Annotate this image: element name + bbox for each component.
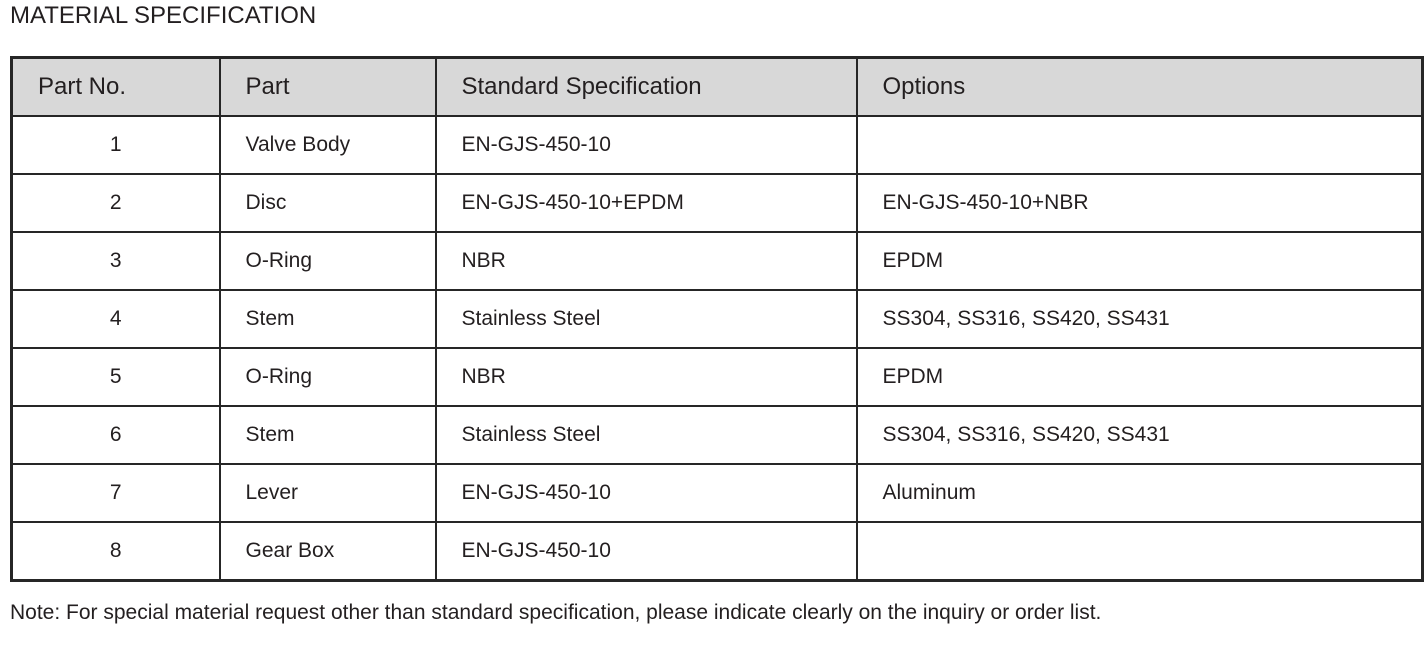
- cell-part-no: 8: [12, 522, 220, 581]
- cell-standard: EN-GJS-450-10: [436, 116, 857, 174]
- cell-part: Valve Body: [220, 116, 436, 174]
- header-row: [12, 58, 1423, 117]
- cell-part: Stem: [220, 290, 436, 348]
- cell-standard: Stainless Steel: [436, 290, 857, 348]
- table-row: [12, 406, 1423, 464]
- column-header-options: Options: [857, 58, 1423, 117]
- cell-part: Lever: [220, 464, 436, 522]
- cell-part: Stem: [220, 406, 436, 464]
- table-header: [12, 58, 1423, 117]
- page-title: MATERIAL SPECIFICATION: [10, 2, 317, 29]
- cell-part-no: 5: [12, 348, 220, 406]
- cell-part-no: 7: [12, 464, 220, 522]
- table-row: [12, 116, 1423, 174]
- cell-standard: Stainless Steel: [436, 406, 857, 464]
- cell-options: EPDM: [857, 348, 1423, 406]
- cell-options: [857, 522, 1423, 581]
- cell-standard: NBR: [436, 232, 857, 290]
- table-row: [12, 232, 1423, 290]
- table-row: [12, 174, 1423, 232]
- cell-part-no: 3: [12, 232, 220, 290]
- cell-options: EPDM: [857, 232, 1423, 290]
- cell-options: EN-GJS-450-10+NBR: [857, 174, 1423, 232]
- table-row: [12, 522, 1423, 581]
- cell-options: [857, 116, 1423, 174]
- cell-options: SS304, SS316, SS420, SS431: [857, 290, 1423, 348]
- table-body: [12, 116, 1423, 581]
- cell-options: SS304, SS316, SS420, SS431: [857, 406, 1423, 464]
- cell-part-no: 4: [12, 290, 220, 348]
- cell-standard: NBR: [436, 348, 857, 406]
- cell-standard: EN-GJS-450-10: [436, 522, 857, 581]
- column-header-part-no: Part No.: [12, 58, 220, 117]
- cell-part: Gear Box: [220, 522, 436, 581]
- cell-part: O-Ring: [220, 348, 436, 406]
- cell-standard: EN-GJS-450-10+EPDM: [436, 174, 857, 232]
- cell-part: O-Ring: [220, 232, 436, 290]
- column-header-part: Part: [220, 58, 436, 117]
- column-header-standard-specification: Standard Specification: [436, 58, 857, 117]
- cell-standard: EN-GJS-450-10: [436, 464, 857, 522]
- material-specification-table: [10, 56, 1424, 582]
- table-row: [12, 348, 1423, 406]
- cell-part-no: 1: [12, 116, 220, 174]
- table-row: [12, 464, 1423, 522]
- cell-part: Disc: [220, 174, 436, 232]
- note-text: Note: For special material request other than standard specification, please indicate clearly on the inquiry or order list.: [10, 601, 1102, 624]
- table-row: [12, 290, 1423, 348]
- cell-part-no: 2: [12, 174, 220, 232]
- cell-options: Aluminum: [857, 464, 1423, 522]
- cell-part-no: 6: [12, 406, 220, 464]
